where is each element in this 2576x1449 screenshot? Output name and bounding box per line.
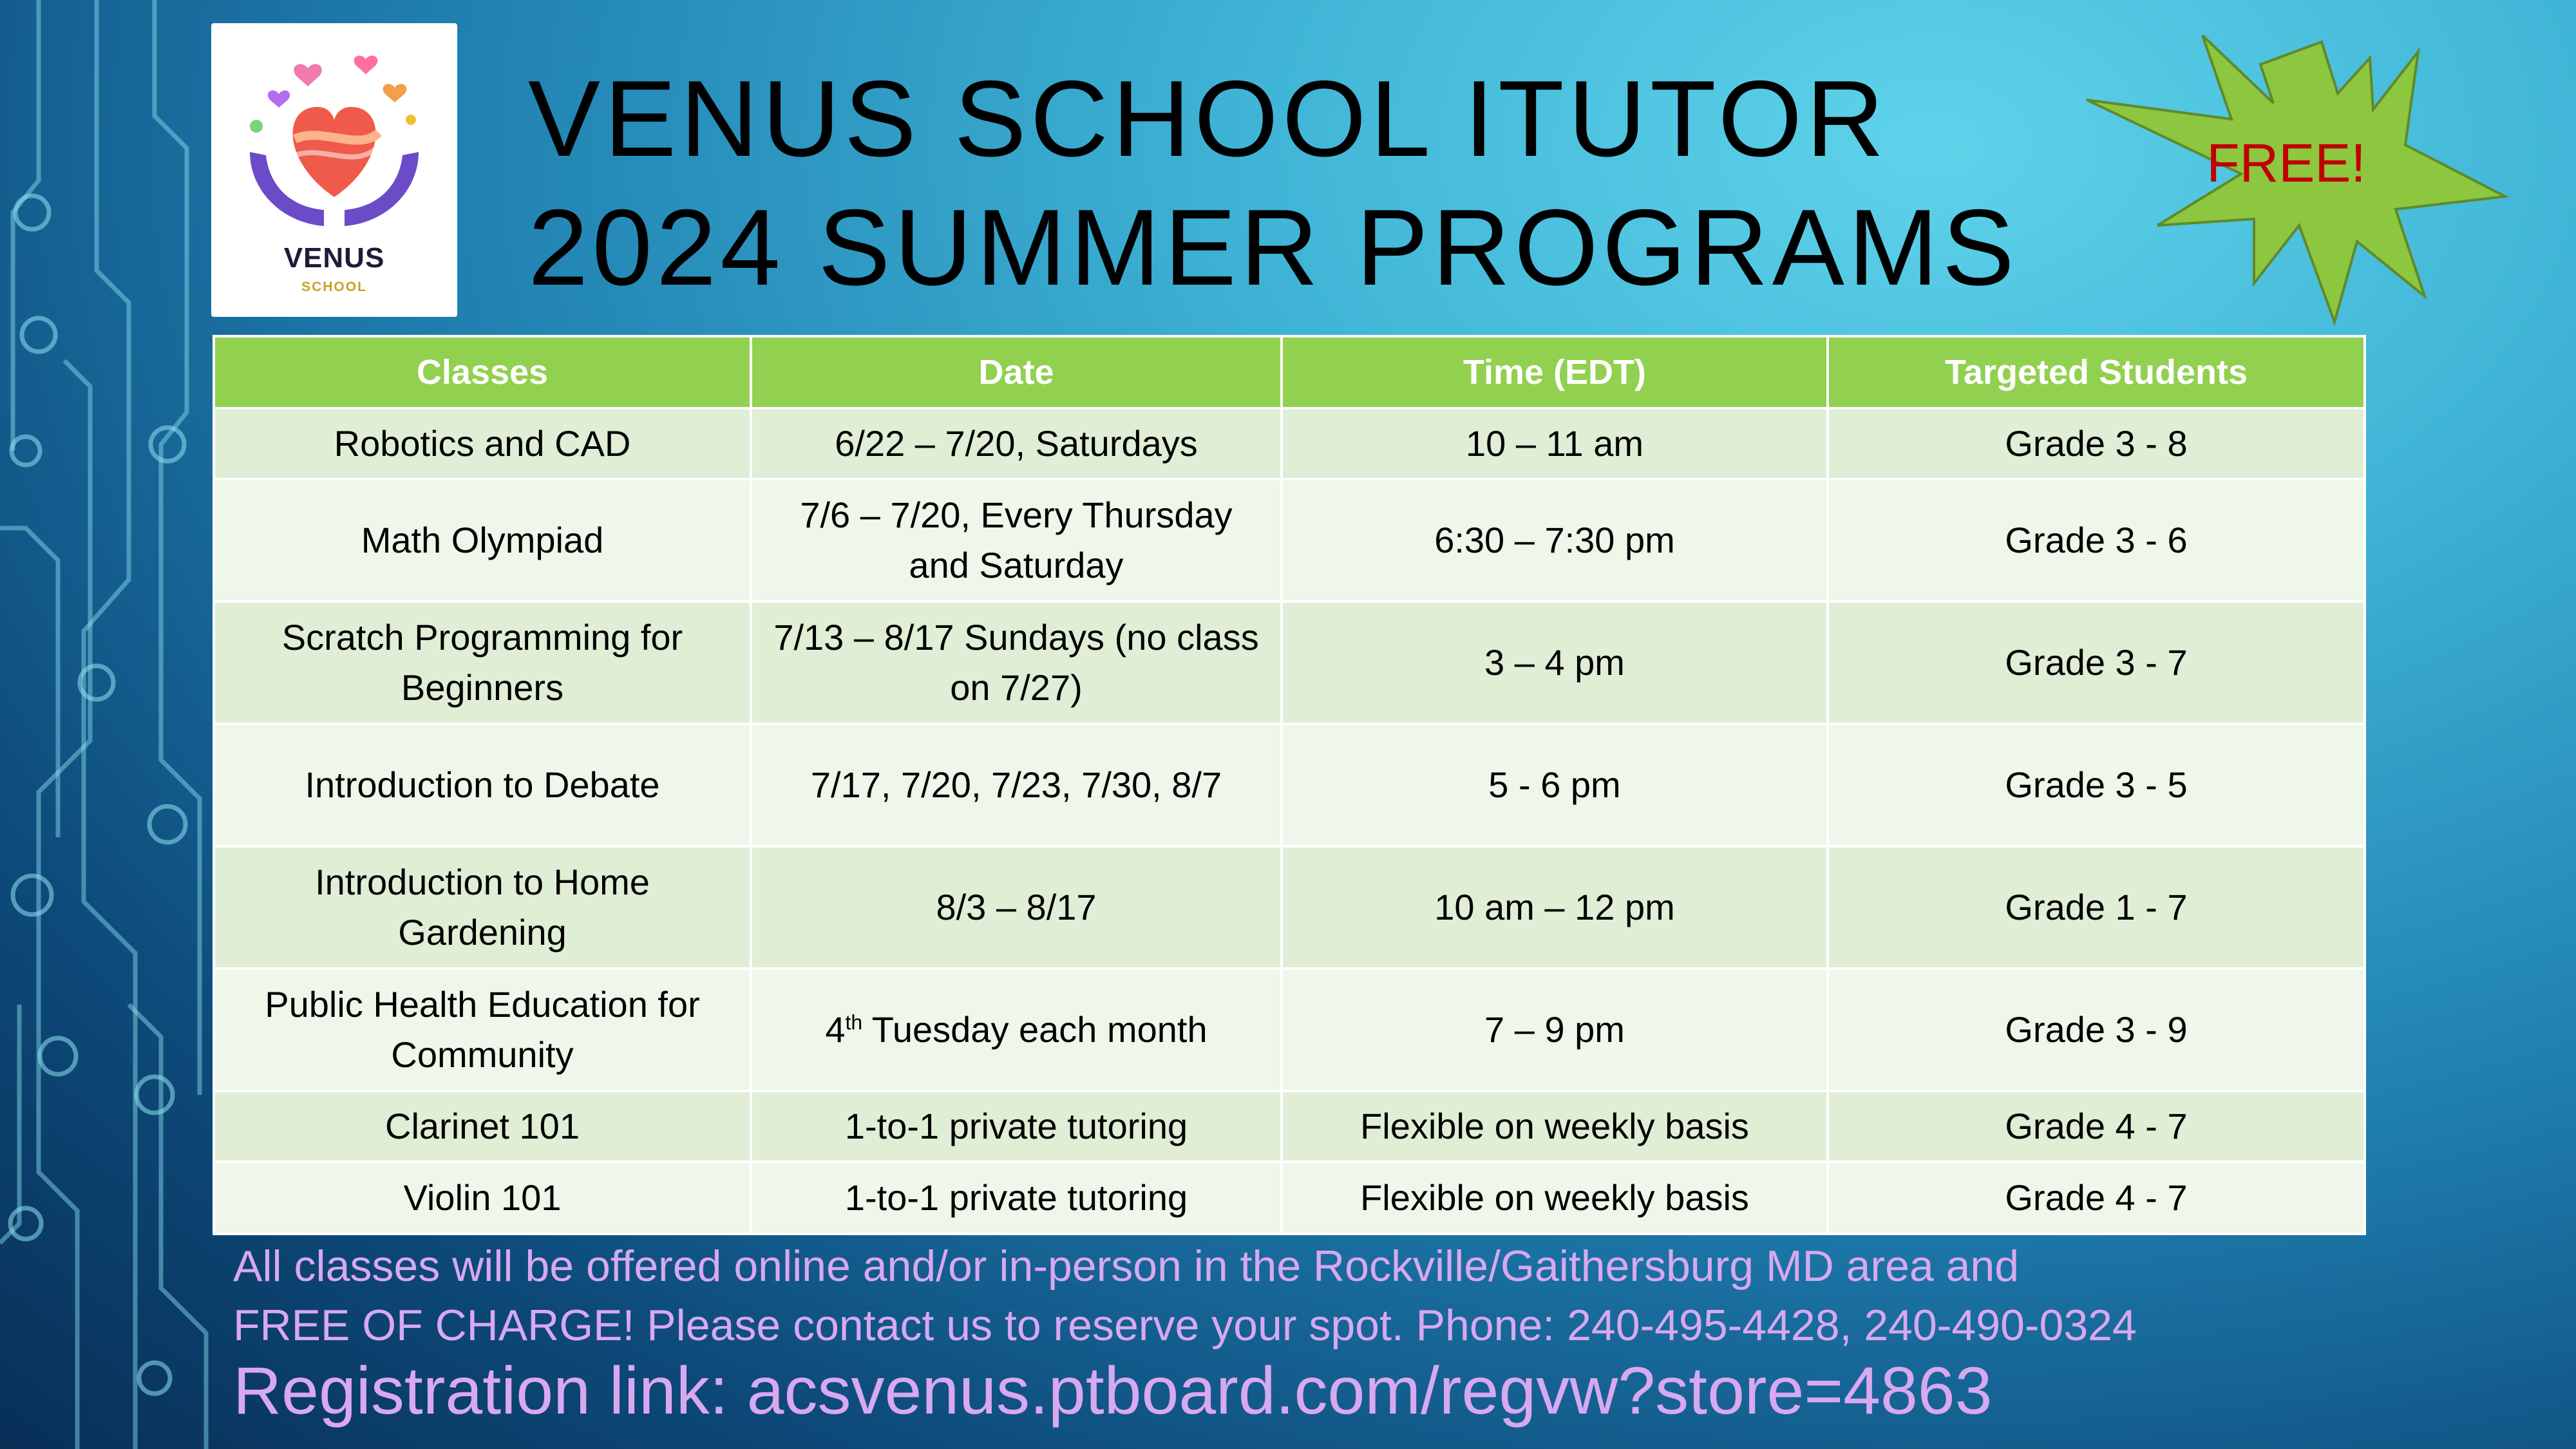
table-row: [214, 846, 2365, 969]
footer-line-1: All classes will be offered online and/or in-person in the Rockville/Gaithersburg MD area and: [233, 1242, 2020, 1291]
table-row: [214, 479, 2365, 601]
students-cell: Grade 3 - 7: [1828, 601, 2365, 724]
table-header-row: [214, 336, 2365, 408]
date-cell: 7/17, 7/20, 7/23, 7/30, 8/7: [751, 724, 1282, 846]
header-date: Date: [751, 336, 1282, 408]
date-ordinal-suffix: th: [845, 1010, 863, 1034]
class-cell: Introduction to Debate: [214, 724, 751, 846]
students-cell: Grade 3 - 8: [1828, 408, 2365, 479]
time-cell: 10 – 11 am: [1282, 408, 1828, 479]
footer-note: [233, 1236, 2137, 1355]
time-cell: Flexible on weekly basis: [1282, 1162, 1828, 1234]
class-cell: Robotics and CAD: [214, 408, 751, 479]
students-cell: Grade 4 - 7: [1828, 1091, 2365, 1162]
table-row: [214, 724, 2365, 846]
class-cell: Math Olympiad: [214, 479, 751, 601]
date-remainder: Tuesday each month: [862, 1009, 1208, 1050]
table-row: [214, 408, 2365, 479]
students-cell: Grade 4 - 7: [1828, 1162, 2365, 1234]
header-time: Time (EDT): [1282, 336, 1828, 408]
free-badge-label: FREE!: [2206, 133, 2366, 193]
date-cell: [751, 969, 1282, 1091]
date-cell: 6/22 – 7/20, Saturdays: [751, 408, 1282, 479]
logo-subtitle: SCHOOL: [301, 279, 367, 294]
logo-name: VENUS: [283, 242, 385, 274]
date-ordinal-number: 4: [825, 1009, 846, 1050]
time-cell: 3 – 4 pm: [1282, 601, 1828, 724]
time-cell: 6:30 – 7:30 pm: [1282, 479, 1828, 601]
students-cell: Grade 1 - 7: [1828, 846, 2365, 969]
registration-link[interactable]: Registration link: acsvenus.ptboard.com/regvw?store=4863: [233, 1354, 1993, 1428]
students-cell: Grade 3 - 9: [1828, 969, 2365, 1091]
class-cell: Public Health Education for Community: [214, 969, 751, 1091]
time-cell: 7 – 9 pm: [1282, 969, 1828, 1091]
class-cell: Scratch Programming for Beginners: [214, 601, 751, 724]
time-cell: 10 am – 12 pm: [1282, 846, 1828, 969]
page-title: [528, 54, 2018, 312]
date-cell: 1-to-1 private tutoring: [751, 1162, 1282, 1234]
date-cell: 8/3 – 8/17: [751, 846, 1282, 969]
time-cell: 5 - 6 pm: [1282, 724, 1828, 846]
date-cell: 1-to-1 private tutoring: [751, 1091, 1282, 1162]
footer-line-2: FREE OF CHARGE! Please contact us to reserve your spot. Phone: 240-495-4428, 240-490-0324: [233, 1301, 2137, 1350]
program-schedule-table: [213, 335, 2366, 1235]
time-cell: Flexible on weekly basis: [1282, 1091, 1828, 1162]
title-line-1: VENUS SCHOOL ITUTOR: [528, 58, 1888, 179]
header-targeted-students: Targeted Students: [1828, 336, 2365, 408]
header-classes: Classes: [214, 336, 751, 408]
table-row: [214, 969, 2365, 1091]
school-logo: [211, 23, 457, 317]
students-cell: Grade 3 - 6: [1828, 479, 2365, 601]
class-cell: Introduction to Home Gardening: [214, 846, 751, 969]
class-cell: Clarinet 101: [214, 1091, 751, 1162]
title-line-2: 2024 SUMMER PROGRAMS: [528, 187, 2018, 308]
table-row: [214, 1162, 2365, 1234]
table-row: [214, 1091, 2365, 1162]
students-cell: Grade 3 - 5: [1828, 724, 2365, 846]
table-row: [214, 601, 2365, 724]
date-cell: 7/13 – 8/17 Sundays (no class on 7/27): [751, 601, 1282, 724]
class-cell: Violin 101: [214, 1162, 751, 1234]
date-cell: 7/6 – 7/20, Every Thursday and Saturday: [751, 479, 1282, 601]
